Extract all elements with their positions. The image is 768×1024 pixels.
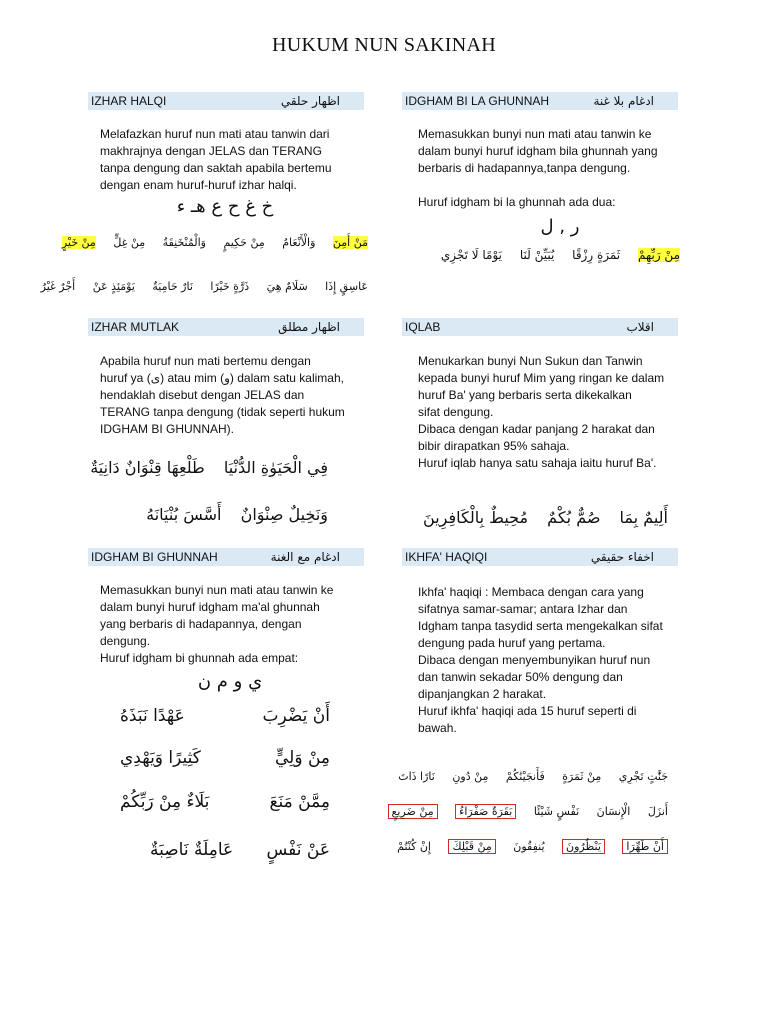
section-header-idgham-bi-ghunnah — [88, 548, 364, 566]
example-word: جَنَّٰتٍ تَجْرِي — [618, 770, 668, 783]
idgham-bila-ghunnah-description: Memasukkan bunyi nun mati atau tanwin ke dalam bunyi huruf idgham bila ghunnah yang berbaris di hadapannya,tanpa dengung. Huruf idgham bi la ghunnah ada dua: — [418, 127, 658, 209]
example-word: يُبَيِّنْ لَنَا — [519, 248, 555, 262]
section-arabic-label: ادغام مع الغنة — [270, 550, 340, 564]
example-word: مُحِيطٌ بِالْكَافِرِينَ — [423, 508, 529, 527]
example-word: مِنْ ضَرِيعٍ — [388, 804, 438, 819]
example-word: وَنَخِيلٌ صِنْوَانٌ — [240, 505, 328, 524]
example-word: بَقَرَةٌ صَفْرَاءُ — [455, 804, 516, 819]
example-word: ذَرَّةٍ خَيْرًا — [210, 280, 250, 293]
example-word: مِنْ ثَمَرَةٍ — [562, 770, 602, 783]
section-header-iqlab — [402, 318, 678, 336]
example-word: عَهْدًا نَبَذَهُ — [120, 706, 185, 726]
example-word: طَلْعِهَا قِنْوَانٌ دَانِيَةٌ — [90, 458, 205, 477]
example-word: نَفْسٍ شَيْئًا — [533, 805, 580, 818]
iqlab-examples — [409, 508, 668, 527]
section-label: IZHAR MUTLAK — [91, 320, 180, 334]
example-word: يُنفِقُونَ — [513, 840, 545, 853]
section-arabic-label: اظهار مطلق — [278, 320, 340, 334]
example-word: نَارًا ذَاتَ — [398, 770, 435, 783]
section-label: IZHAR HALQI — [91, 94, 167, 108]
example-word: مِنْ غِلٍّ — [113, 236, 146, 249]
example-word: صُمٌّ بُكْمٌ — [547, 508, 601, 527]
section-arabic-label: اخفاء حقيقي — [590, 550, 654, 564]
example-word: عَاسِقٍ إِذَا — [325, 280, 368, 293]
izhar-mutlak-examples-row1 — [76, 458, 328, 477]
example-word: سَلَامٌ هِيَ — [266, 280, 308, 293]
example-word: أَنزَلَ — [647, 805, 668, 818]
example-word: أَنْ يَضْرِبَ — [262, 706, 330, 726]
example-word: إِنْ كُنْتُمْ — [397, 840, 431, 853]
section-label: IQLAB — [405, 320, 441, 334]
idgham-bila-ghunnah-letters: ر , ل — [540, 216, 580, 237]
idgham-bila-ghunnah-examples — [427, 248, 680, 262]
example-word: أَسَّسَ بُنْيَانَهُ — [146, 505, 222, 524]
ikhfa-haqiqi-examples-row2 — [374, 805, 668, 818]
example-word: مِنْ خَيْرٍ — [61, 236, 96, 249]
section-label: IKHFA' HAQIQI — [405, 550, 488, 564]
section-header-izhar-mutlak — [88, 318, 364, 336]
section-header-idgham-bila-ghunnah — [402, 92, 678, 110]
section-arabic-label: اظهار حلقي — [280, 94, 340, 108]
iqlab-description: Menukarkan bunyi Nun Sukun dan Tanwin kepada bunyi huruf Mim yang ringan ke dalam huruf Ba' yang berbaris serta dikekalkan sifat dengung. Dibaca dengan kadar panjang 2 harakat dan bibir dirapatkan 95% sahaja. Huruf iqlab hanya satu sahaja iaitu huruf Ba'. — [418, 354, 665, 470]
example-word: نَارٌ حَامِيَةٌ — [152, 280, 193, 293]
ikhfa-haqiqi-examples-row3 — [383, 840, 668, 853]
example-word: مِنْ قَبْلِكَ — [448, 839, 495, 854]
example-word: الْإِنسَانَ — [596, 805, 631, 818]
example-word: عَامِلَةٌ نَاصِبَةٌ — [150, 840, 234, 860]
example-word: عَنْ نَفْسٍ — [266, 840, 330, 860]
example-word: وَالْمُنْخَنِقَةُ — [162, 236, 206, 249]
example-word: وَالْأَنْعَامُ — [282, 236, 316, 249]
ikhfa-haqiqi-description: Ikhfa' haqiqi : Membaca dengan cara yang sifatnya samar-samar; antara Izhar dan Idgham tanpa tasydid serta mengekalkan sifat dengung pada huruf yang pertama. Dibaca dengan menyembunyikan huruf nun dan tanwin sekadar 50% dengung dan dipanjangkan 2 harakat. Huruf ikhfa' haqiqi ada 15 huruf seperti di bawah. — [418, 585, 663, 735]
section-arabic-label: ادغام بلا غنة — [593, 94, 654, 108]
example-word: مِنْ رَبِّهِمْ — [637, 248, 680, 262]
example-word: أَنْ طَهِّرَا — [622, 839, 668, 854]
section-label: IDGHAM BI LA GHUNNAH — [405, 94, 550, 108]
example-word: يَوْمَئِذٍ عَنْ — [92, 280, 135, 293]
example-word: فَأَنجَيْنَٰكُمْ — [505, 770, 545, 783]
example-word: مِمَّنْ مَنَعَ — [269, 792, 330, 812]
page-title: HUKUM NUN SAKINAH — [272, 34, 496, 56]
section-label: IDGHAM BI GHUNNAH — [91, 550, 218, 564]
ikhfa-haqiqi-examples-row1 — [384, 770, 668, 783]
idgham-bi-ghunnah-description: Memasukkan bunyi nun mati atau tanwin ke dalam bunyi huruf idgham ma'al ghunnah yang berbaris di hadapannya, dengan dengung. Huruf idgham bi ghunnah ada empat: — [100, 583, 334, 665]
example-word: مِنْ دُونِ — [452, 770, 489, 783]
example-word: مَنْ أَمِنَ — [332, 236, 368, 249]
example-word: يَنْظُرُونَ — [562, 839, 605, 854]
izhar-mutlak-description: Apabila huruf nun mati bertemu dengan huruf ya (ى) atau mim (و) dalam satu kalimah, hendaklah disebut dengan JELAS dan TERANG tanpa dengung (tidak seperti hukum IDGHAM BI GHUNNAH). — [100, 354, 345, 436]
example-word: أَجْرٌ غَيْرُ — [40, 280, 76, 293]
example-word: مِنْ وَلِيٍّ — [274, 748, 330, 768]
izhar-halqi-description: Melafazkan huruf nun mati atau tanwin dari makhrajnya dengan JELAS dan TERANG tanpa dengung dan saktah apabila bertemu dengan enam huruf-huruf izhar halqi. — [100, 127, 332, 192]
izhar-halqi-examples-row1 — [48, 236, 368, 249]
idgham-bi-ghunnah-letters: ي و م ن — [197, 671, 263, 692]
example-word: فِي الْحَيَوٰةِ الدُّنْيَا — [223, 458, 328, 477]
section-arabic-label: اقلاب — [626, 320, 654, 334]
izhar-halqi-examples-row2 — [27, 280, 368, 293]
section-header-izhar-halqi — [88, 92, 364, 110]
section-header-ikhfa-haqiqi — [402, 548, 678, 566]
izhar-mutlak-examples-row2 — [132, 505, 328, 524]
izhar-halqi-letters: خ غ ح ع هـ ء — [176, 196, 274, 217]
example-word: مِنْ حَكِيمٍ — [223, 236, 265, 249]
example-word: كَثِيرًا وَيَهْدِي — [120, 748, 201, 768]
example-word: أَلِيمٌ بِمَا — [619, 508, 668, 527]
example-word: يَوْمًا لَا تَجْزِي — [440, 248, 503, 262]
example-word: بَلَاءٌ مِنْ رَبِّكُمْ — [120, 792, 210, 812]
example-word: ثَمَرَةٍ رِزْقًا — [572, 248, 621, 262]
